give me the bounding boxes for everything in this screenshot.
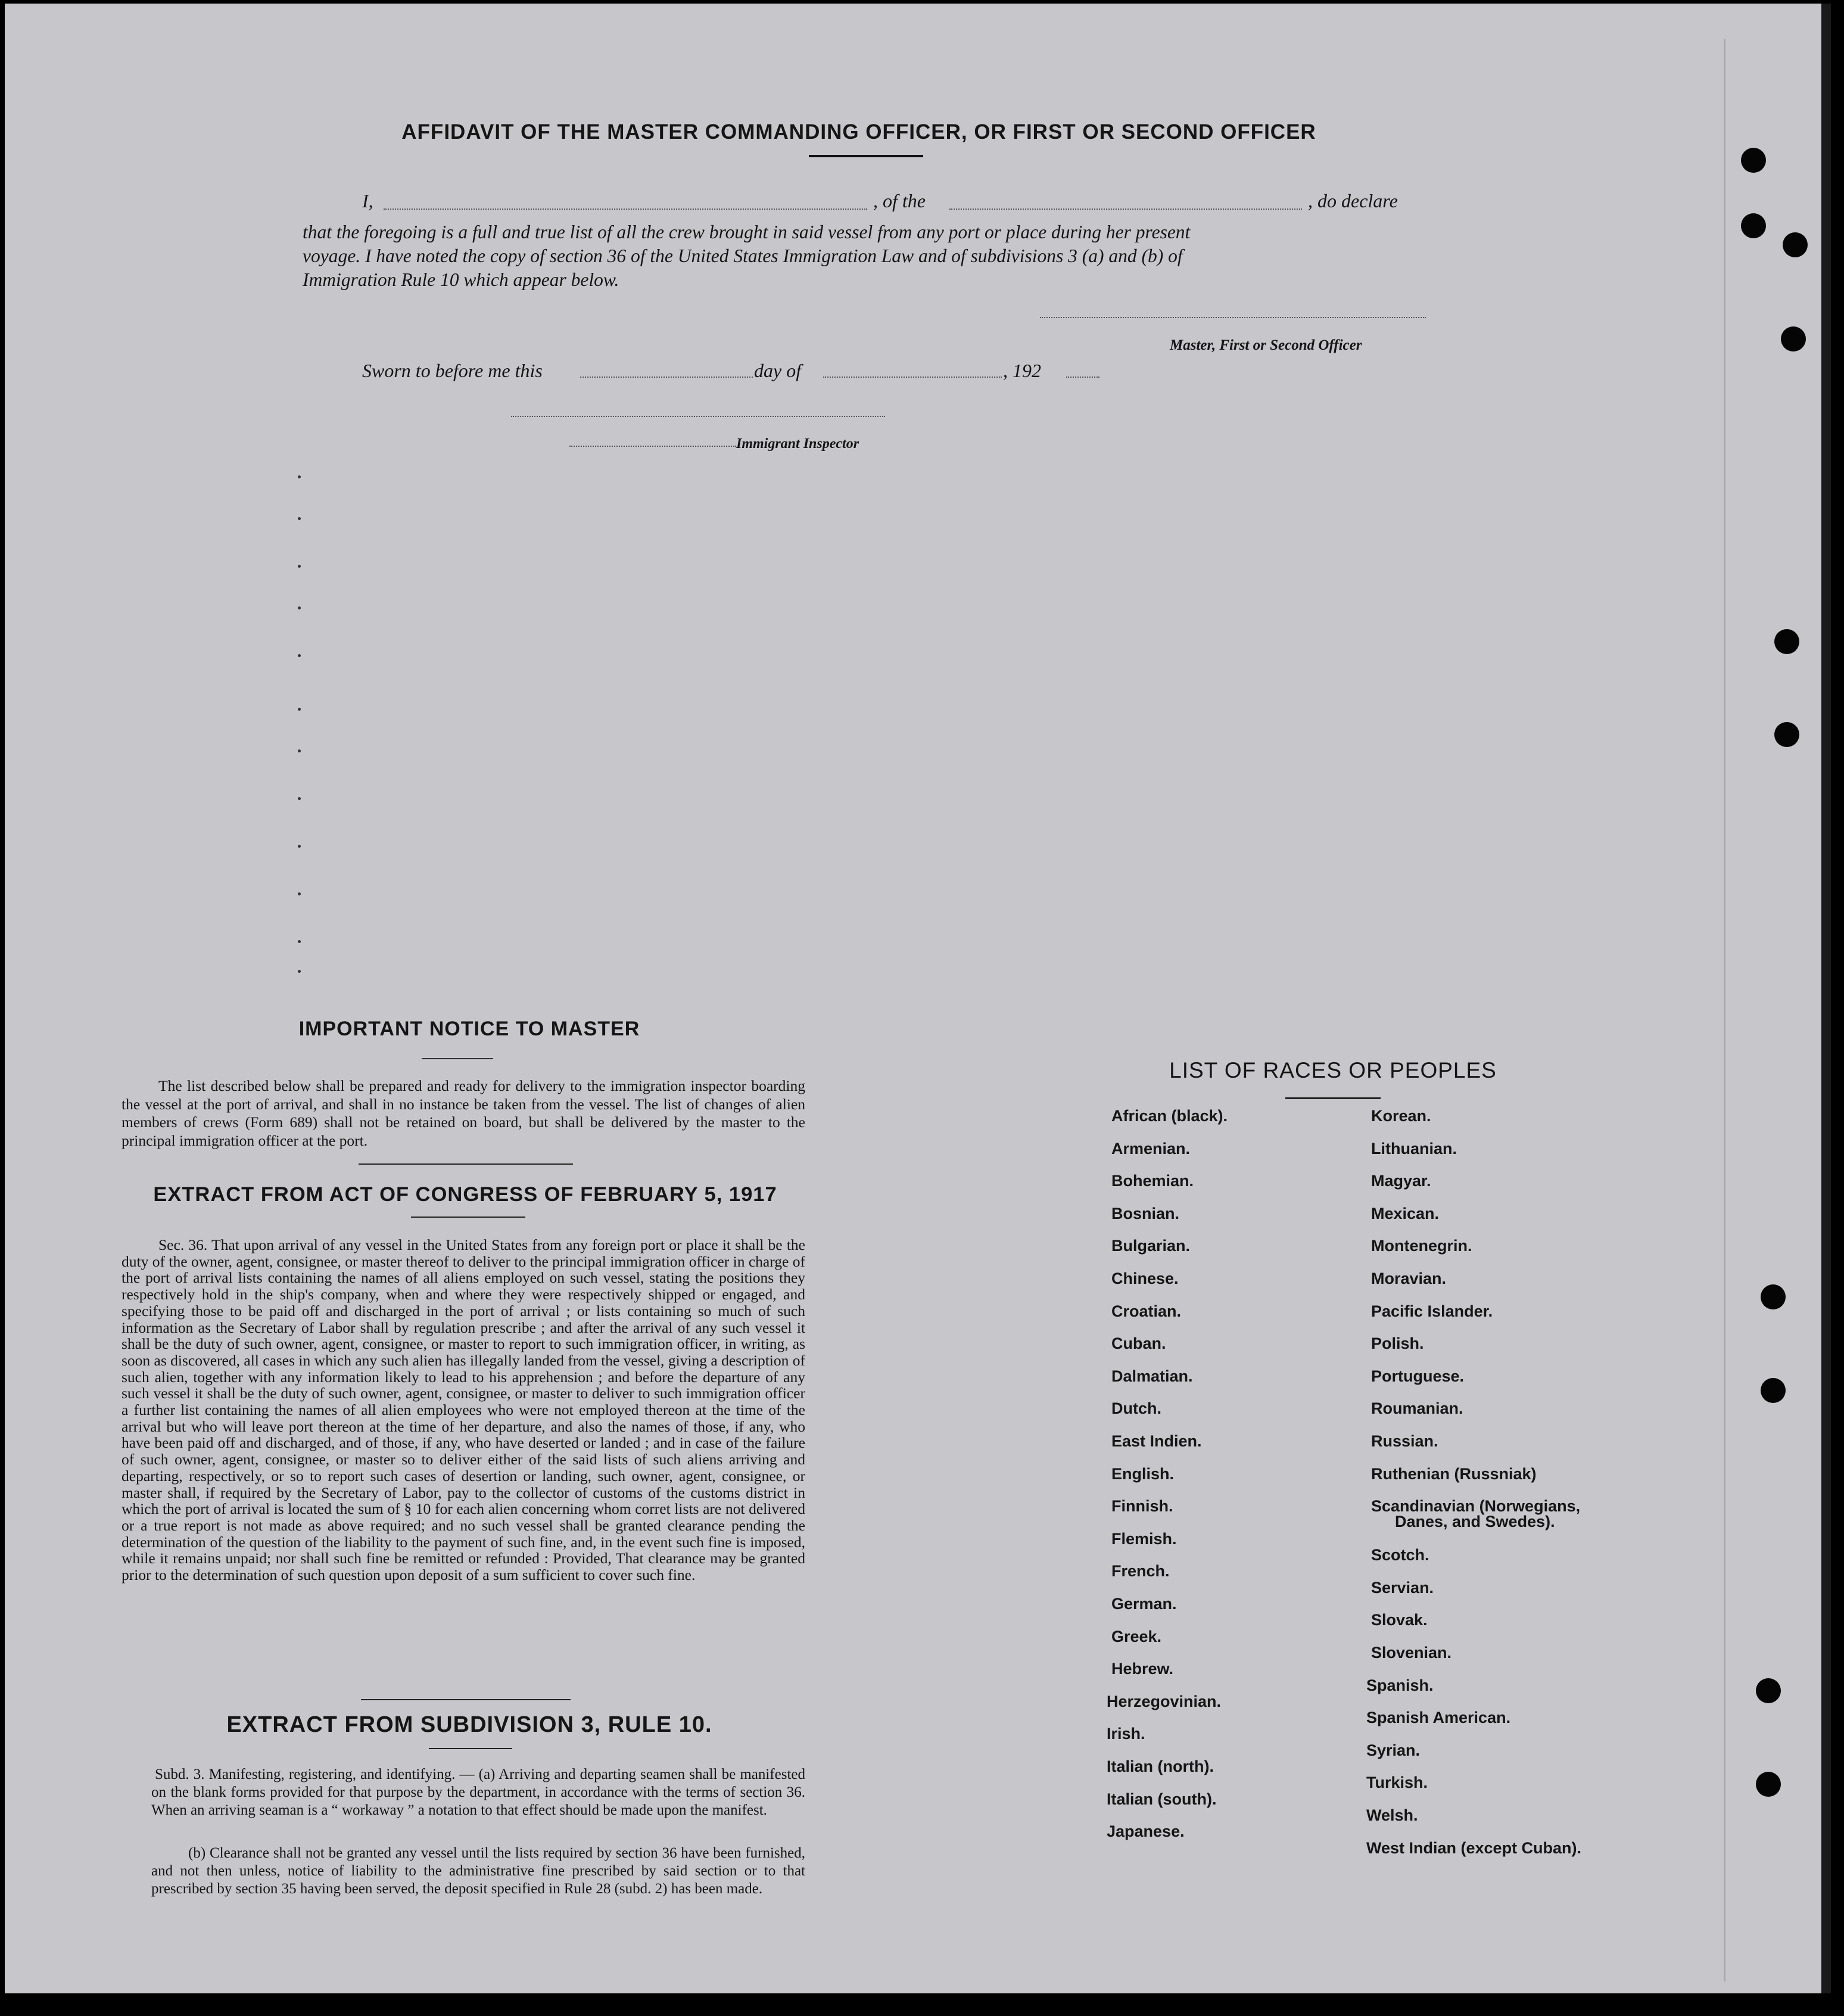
act-divider: [361, 1699, 571, 1700]
margin-dot: [298, 654, 301, 657]
affidavit-line-4: Immigration Rule 10 which appear below.: [303, 269, 619, 290]
rule-para-a: Subd. 3. Manifesting, registering, and identifying. — (a) Arriving and departing seamen shall be manifested on the blank forms provided for that purpose by the department, in accordance with the terms of section 36. When an arriving seaman is a “ workaway ” a notation to that effect should be made upon the manifest.: [151, 1766, 805, 1818]
year-blank: [1066, 377, 1099, 378]
race-item: Slovenian.: [1371, 1644, 1452, 1662]
race-item: Slovak.: [1371, 1611, 1428, 1629]
rule-title: EXTRACT FROM SUBDIVISION 3, RULE 10.: [226, 1712, 712, 1737]
race-item: West Indian (except Cuban).: [1366, 1838, 1582, 1857]
race-item: Cuban.: [1111, 1334, 1166, 1353]
day-blank: [580, 377, 753, 378]
act-body: Sec. 36. That upon arrival of any vessel in the United States from any foreign port or place it shall be the duty of the owner, agent, consignee, or master thereof to deliver to the principal immigration officer in charge of the port of arrival lists containing the names of all aliens employed on such vessel, stating the positions they respectively hold in the ship's company, when and where they were respectively shipped or engaged, and specifying those to be paid off and discharged in the port of arrival ; or lists containing so much of such information as the Secretary of Labor shall by regulation prescribe ; and after the arrival of any such vessel it shall be the duty of such owner, agent, consignee, or master to report to such immigration officer, in writing, as soon as discovered, all cases in which any such alien has illegally landed from the vessel, giving a description of such alien, together with any information likely to lead to his apprehension ; and before the departure of any such vessel it shall be the duty of such owner, agent, consignee, or master to deliver to such immigration officer a further list containing the names of all alien employees who were not employed thereon at the time of the arrival but who will leave port thereon at the time of her departure, and also the names of those, if any, who have been paid off and discharged, and of those, if any, who have deserted or landed ; and in case of the failure of such owner, agent, consignee, or master so to deliver either of the said lists of such aliens arriving and departing, respectively, or so to report such cases of desertion or landing, such owner, agent, consignee, or master shall, if required by the Secretary of Labor, pay to the collector of customs of the customs district in which the port of arrival is located the sum of § 10 for each alien concerning whom corret lists are not delivered or a true report is not made as above required; and no such vessel shall be granted clearance pending the determination of the question of the liability to the payment of such fine, and, in the event such fine is imposed, while it remains unpaid; nor shall such fine be remitted or refunded : Provided, That clearance may be granted prior to the determination of such question upon deposit of a sum sufficient to cover such fine.: [122, 1236, 805, 1584]
affidavit-i: I,: [362, 190, 373, 211]
page-right-edge: [1821, 4, 1831, 1993]
race-item: Welsh.: [1366, 1806, 1418, 1824]
race-item: Bohemian.: [1111, 1172, 1194, 1190]
race-item: Russian.: [1371, 1432, 1438, 1450]
race-item: Scandinavian (Norwegians,: [1371, 1497, 1581, 1516]
binder-hole: [1783, 232, 1808, 257]
margin-dot: [298, 970, 301, 973]
race-item: Flemish.: [1111, 1529, 1177, 1548]
affidavit-title: AFFIDAVIT OF THE MASTER COMMANDING OFFICER, OR FIRST OR SECOND OFFICER: [401, 120, 1316, 144]
race-item: Lithuanian.: [1371, 1139, 1457, 1158]
race-item: Italian (north).: [1107, 1757, 1214, 1775]
race-item: Dalmatian.: [1111, 1367, 1193, 1385]
race-item: Japanese.: [1107, 1822, 1185, 1841]
binder-hole: [1756, 1678, 1781, 1703]
race-item: Spanish American.: [1366, 1709, 1511, 1727]
race-item: Bulgarian.: [1111, 1237, 1191, 1255]
name-blank: [384, 209, 867, 210]
race-item: Italian (south).: [1107, 1790, 1217, 1808]
race-item: Turkish.: [1366, 1774, 1428, 1792]
margin-dot: [298, 475, 301, 478]
margin-dot: [298, 892, 301, 895]
inspector-line-2: [569, 446, 736, 447]
binder-hole: [1774, 722, 1799, 747]
margin-dot: [298, 845, 301, 848]
binder-hole: [1761, 1378, 1786, 1403]
rule-para-b: (b) Clearance shall not be granted any vessel until the lists required by section 36 have been furnished, and not then unless, notice of liability to the administrative fine prescribed by said section or to that prescribed by section 35 having been served, the deposit specified in Rule 28 (subd. 2) has been made.: [151, 1845, 805, 1897]
races-title-rule: [1285, 1097, 1381, 1099]
race-item: Ruthenian (Russniak): [1371, 1464, 1537, 1483]
binder-hole: [1761, 1284, 1786, 1309]
document-page: [5, 4, 1831, 1993]
margin-dot: [298, 517, 301, 520]
race-item: Pacific Islander.: [1371, 1302, 1493, 1320]
race-item: French.: [1111, 1562, 1170, 1581]
act-title: EXTRACT FROM ACT OF CONGRESS OF FEBRUARY 5, 1917: [153, 1183, 777, 1206]
race-item: Greek.: [1111, 1627, 1162, 1645]
race-item: Scotch.: [1371, 1546, 1429, 1564]
margin-dot: [298, 708, 301, 711]
inspector-label: Immigrant Inspector: [736, 436, 859, 452]
race-item: Korean.: [1371, 1107, 1431, 1125]
margin-dot: [298, 606, 301, 609]
race-item: Croatian.: [1111, 1302, 1182, 1320]
race-item: Montenegrin.: [1371, 1237, 1472, 1255]
sworn-text: Sworn to before me this: [362, 360, 543, 381]
binder-hole: [1741, 148, 1766, 173]
race-item: Herzegovinian.: [1107, 1692, 1222, 1710]
race-item: Syrian.: [1366, 1741, 1421, 1759]
margin-dot: [298, 565, 301, 568]
margin-dot: [298, 749, 301, 752]
race-item: Mexican.: [1371, 1204, 1440, 1222]
affidavit-line-3: voyage. I have noted the copy of section 36 of the United States Immigration Law and of subdivisions 3 (a) and (b) of: [303, 245, 1183, 266]
race-item: Portuguese.: [1371, 1367, 1465, 1385]
binder-hole: [1774, 629, 1799, 654]
binder-hole: [1756, 1772, 1781, 1797]
race-item: Armenian.: [1111, 1139, 1191, 1158]
binder-hole: [1781, 326, 1806, 351]
month-blank: [823, 377, 1002, 378]
affidavit-line-2: that the foregoing is a full and true list of all the crew brought in said vessel from any port or place during her present: [303, 222, 1191, 242]
races-title: LIST OF RACES OR PEOPLES: [1169, 1058, 1497, 1082]
race-item: Danes, and Swedes).: [1395, 1513, 1555, 1531]
year-prefix: , 192: [1003, 360, 1041, 381]
notice-divider: [359, 1163, 573, 1165]
race-item: Bosnian.: [1111, 1204, 1180, 1222]
signature-label: Master, First or Second Officer: [1170, 337, 1362, 353]
race-item: Servian.: [1371, 1578, 1434, 1597]
race-item: Magyar.: [1371, 1172, 1431, 1190]
race-item: Roumanian.: [1371, 1399, 1463, 1418]
rule-title-rule: [429, 1748, 512, 1749]
race-item: Chinese.: [1111, 1270, 1179, 1287]
inspector-line: [511, 416, 885, 417]
race-item: Finnish.: [1111, 1497, 1173, 1516]
race-item: Hebrew.: [1111, 1660, 1174, 1678]
notice-title: IMPORTANT NOTICE TO MASTER: [298, 1018, 640, 1040]
race-item: Polish.: [1371, 1334, 1424, 1353]
race-item: Moravian.: [1371, 1270, 1447, 1287]
race-item: English.: [1111, 1464, 1175, 1483]
act-title-rule: [411, 1217, 525, 1218]
notice-rule: [422, 1058, 493, 1059]
margin-dot: [298, 797, 301, 800]
race-item: East Indien.: [1111, 1432, 1202, 1450]
affidavit-title-rule: [809, 155, 923, 157]
affidavit-of-the: , of the: [873, 190, 926, 211]
vessel-blank: [949, 209, 1302, 210]
affidavit-declare: , do declare: [1308, 190, 1398, 211]
race-item: African (black).: [1111, 1107, 1228, 1125]
notice-body: The list described below shall be prepared and ready for delivery to the immigration inspector boarding the vessel at the port of arrival, and shall in no instance be taken from the vessel. The list of changes of alien members of crews (Form 689) shall not be retained on board, but shall be delivered by the master to the principal immigration officer at the port.: [122, 1077, 805, 1149]
race-item: Dutch.: [1111, 1399, 1161, 1418]
race-item: Spanish.: [1366, 1676, 1434, 1694]
page-fold: [1724, 39, 1725, 1981]
signature-line: [1040, 317, 1426, 318]
race-item: German.: [1111, 1595, 1177, 1613]
binder-hole: [1741, 213, 1766, 238]
margin-dot: [298, 940, 301, 943]
day-of-text: day of: [754, 360, 802, 381]
race-item: Irish.: [1107, 1725, 1145, 1743]
